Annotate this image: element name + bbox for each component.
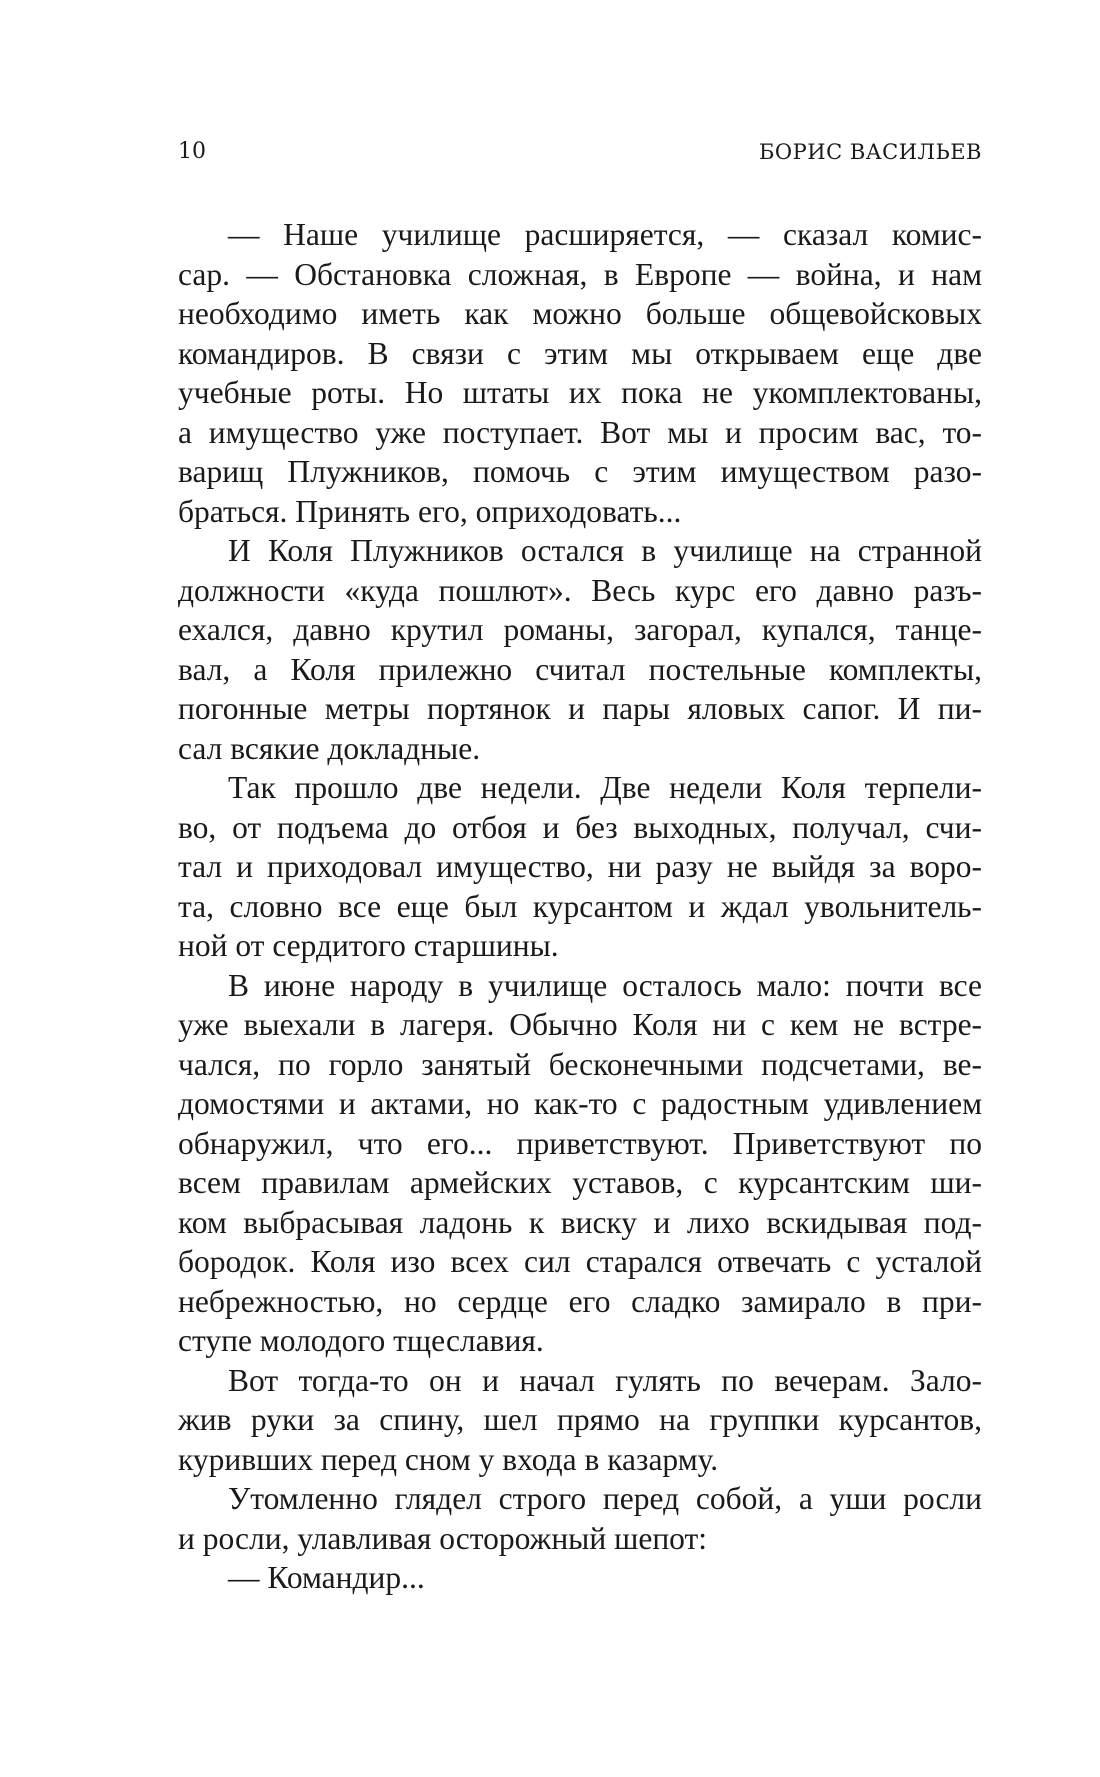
text-line: обнаружил, что его... приветствуют. Приветствуют по: [178, 1125, 982, 1161]
text-line: во, от подъема до отбоя и без выходных, получал, счи-: [178, 809, 982, 845]
text-line: чался, по горло занятый бесконечными подсчетами, ве-: [178, 1046, 982, 1082]
text-line: небрежностью, но сердце его сладко замирало в при-: [178, 1283, 982, 1319]
text-line: ной от сердитого старшины.: [178, 928, 559, 963]
text-line: необходимо иметь как можно больше общевойсковых: [178, 296, 982, 331]
text-line: а имущество уже поступает. Вот мы и просим вас, то-: [178, 414, 982, 450]
paragraph: [178, 1558, 982, 1598]
text-line: сар. — Обстановка сложная, в Европе — война, и нам: [178, 256, 982, 292]
text-line: Вот тогда-то он и начал гулять по вечерам. Зало-: [228, 1362, 982, 1398]
text-line: командиров. В связи с этим мы открываем еще две: [178, 335, 982, 371]
text-line: должности «куда пошлют». Весь курс его давно разъ-: [178, 572, 982, 608]
text-line: Так прошло две недели. Две недели Коля терпели-: [228, 770, 982, 805]
paragraph: [178, 1361, 982, 1480]
text-line: куривших перед сном у входа в казарму.: [178, 1441, 719, 1477]
paragraph: [178, 215, 982, 531]
text-line: — Командир...: [228, 1560, 425, 1595]
text-line: — Наше училище расширяется, — сказал комис-: [228, 217, 982, 252]
text-line: ехался, давно крутил романы, загорал, купался, танце-: [178, 612, 982, 647]
paragraph: [178, 768, 982, 966]
page-number: 10: [178, 139, 206, 164]
text-line: жив руки за спину, шел прямо на группки курсантов,: [178, 1402, 982, 1437]
paragraph: [178, 1479, 982, 1558]
text-line: учебные роты. Но штаты их пока не укомплектованы,: [178, 375, 982, 410]
paragraph: [178, 531, 982, 768]
text-line: та, словно все еще был курсантом и ждал увольнитель-: [178, 888, 982, 924]
text-line: браться. Принять его, оприходовать...: [178, 493, 682, 529]
text-line: ком выбрасывая ладонь к виску и лихо вскидывая под-: [178, 1204, 982, 1240]
text-line: бородок. Коля изо всех сил старался отвечать с усталой: [178, 1244, 982, 1279]
text-line: ступе молодого тщеславия.: [178, 1323, 544, 1358]
text-line: уже выехали в лагеря. Обычно Коля ни с кем не встре-: [178, 1007, 982, 1042]
body-text: [178, 215, 982, 1598]
author-name: БОРИС ВАСИЛЬЕВ: [759, 140, 982, 164]
paragraph: [178, 966, 982, 1361]
text-line: вал, а Коля прилежно считал постельные комплекты,: [178, 651, 982, 687]
text-line: всем правилам армейских уставов, с курсантским ши-: [178, 1165, 982, 1200]
text-line: домостями и актами, но как-то с радостным удивлением: [178, 1086, 982, 1121]
text-line: и росли, улавливая осторожный шепот:: [178, 1520, 708, 1556]
text-line: Утомленно глядел строго перед собой, а уши росли: [228, 1481, 982, 1516]
running-head: [178, 136, 982, 168]
text-line: погонные метры портянок и пары яловых сапог. И пи-: [178, 691, 982, 726]
text-line: И Коля Плужников остался в училище на странной: [228, 533, 982, 568]
text-line: сал всякие докладные.: [178, 730, 481, 766]
text-line: тал и приходовал имущество, ни разу не выйдя за воро-: [178, 849, 982, 884]
text-line: варищ Плужников, помочь с этим имуществом разо-: [178, 454, 982, 489]
text-line: В июне народу в училище осталось мало: почти все: [228, 967, 982, 1003]
